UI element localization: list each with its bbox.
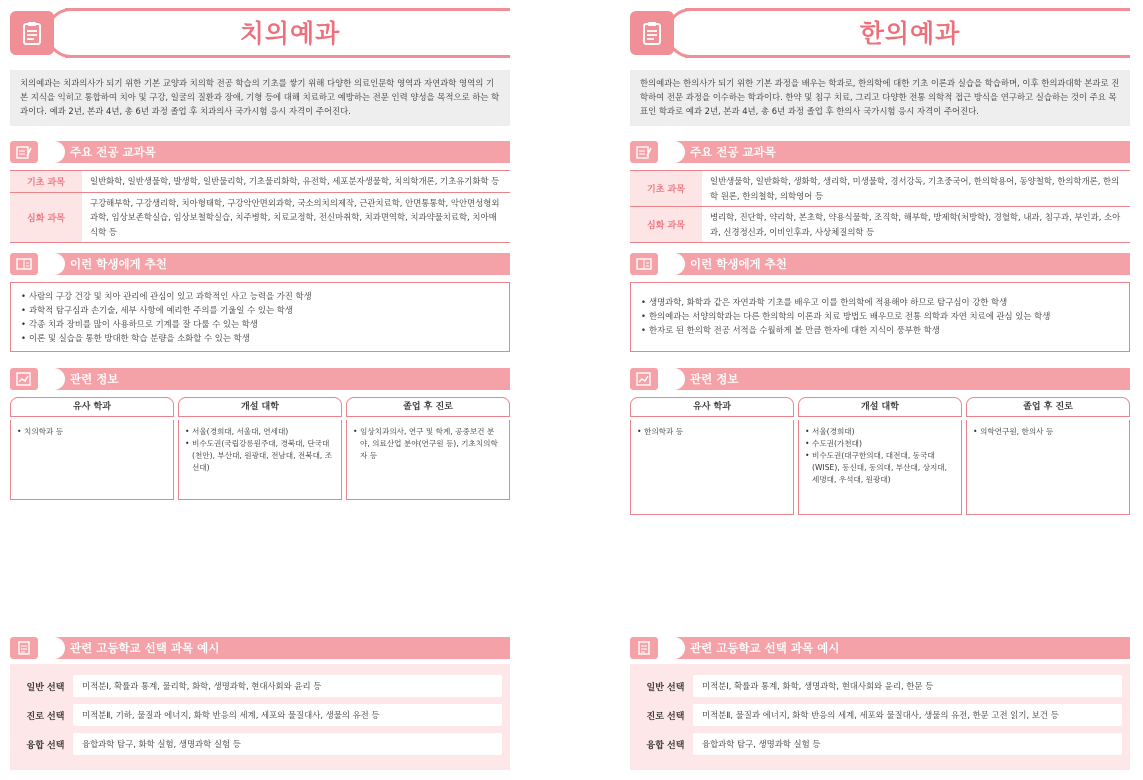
- hs-key: 일반 선택: [646, 682, 685, 693]
- column-header: 유사 학과: [10, 397, 174, 417]
- info-column: [10, 397, 174, 500]
- section-label: 관련 고등학교 선택 과목 예시: [70, 641, 220, 655]
- section-label: 관련 정보: [70, 372, 119, 386]
- info-columns: [10, 397, 510, 500]
- info-column: [346, 397, 510, 500]
- column-header: 개설 대학: [798, 397, 962, 417]
- table-row: [638, 732, 1122, 756]
- info-column: [630, 397, 794, 515]
- list-item: • 한의학과 등: [637, 426, 787, 438]
- checklist-icon: [10, 637, 38, 659]
- chart-doc-icon: [630, 368, 658, 390]
- book-icon: [630, 253, 658, 275]
- info-column: [966, 397, 1130, 515]
- intro-text: 치의예과는 치과의사가 되기 위한 기본 교양과 치의학 전공 학습의 기초를 쌓기 위해 다양한 의료인문학 영역과 자연과학 영역의 기본 지식을 익히고 통합하여 치아 및 구강, 일굴의 질환과 장애, 기형 등에 대해 치료하고 예방하는 전문 인력 양성을 목적으로 하는 학과이다. 예과 2년, 본과 4년, 총 6년 과정 졸업 후 치과의사 국가시험 응시 자격이 주어진다.: [10, 70, 510, 126]
- column-header: 졸업 후 진로: [346, 397, 510, 417]
- section-heading-recommend: [630, 253, 1130, 275]
- list-item: • 치의학과 등: [17, 426, 167, 438]
- course-key: 기초 과목: [10, 171, 82, 192]
- hs-key: 융합 선택: [26, 740, 65, 751]
- table-row: [10, 193, 510, 244]
- course-value: 일반화학, 일반생물학, 발생학, 일반물리학, 기초물리화학, 유전학, 세포분자생물학, 치의학개론, 기초유기화학 등: [90, 176, 500, 186]
- clipboard-icon: [10, 11, 54, 55]
- section-label: 주요 전공 교과목: [70, 145, 156, 159]
- info-column: [178, 397, 342, 500]
- chart-doc-icon: [10, 368, 38, 390]
- hs-key: 일반 선택: [26, 682, 65, 693]
- list-item: • 생명과학, 화학과 같은 자연과학 기초를 배우고 이를 한의학에 적용해야 하므로 탐구심이 강한 학생: [641, 295, 1119, 309]
- list-item: • 비수도권(대구한의대, 대전대, 동국대(WISE), 동신대, 동의대, 부산대, 상지대, 세명대, 우석대, 원광대): [805, 450, 955, 486]
- list-item: • 한의예과는 서양의학과는 다른 한의학의 이론과 치료 방법도 배우므로 전통 의학과 자연 치료에 관심 있는 학생: [641, 309, 1119, 323]
- hs-value: 융합과학 탐구, 화학 실험, 생명과학 실험 등: [73, 733, 502, 755]
- intro-text: 한의예과는 한의사가 되기 위한 기본 과정을 배우는 학과로, 한의학에 대한 기초 이론과 실습을 학습하며, 이후 한의과대학 본과로 진학하여 전문 과정을 이수하는 학과이다. 한약 및 침구 치료, 그리고 다양한 전통 의학적 접근 방식을 연구하고 실습하는 것이 주요 목표인 학과로 예과 2년, 본과 4년, 총 6년 과정 졸업 후 한의사 국가시험 응시 자격이 주어진다.: [630, 70, 1130, 126]
- table-row: [10, 171, 510, 193]
- recommend-list: [630, 282, 1130, 352]
- list-item: • 각종 치과 장비를 많이 사용하므로 기계를 잘 다룰 수 있는 학생: [21, 317, 499, 331]
- hs-key: 진로 선택: [26, 711, 65, 722]
- hs-key: 진로 선택: [646, 711, 685, 722]
- info-columns: [630, 397, 1130, 515]
- course-value: 구강해부학, 구강생리학, 치아형태학, 구강악안면외과학, 국소의치의제작, 근관치료학, 안면통통학, 악안면성형외과학, 임상보존학실습, 임상보철학실습, 치주병학, 치료교정학, 전신마취학, 치과면역학, 치과약물치료학, 치아매식학 등: [90, 197, 500, 237]
- column-body: [346, 420, 510, 500]
- course-value: 병리학, 진단학, 약리학, 본초학, 약용식물학, 조직학, 해부학, 방제학(처방학), 경혈학, 내과, 침구과, 부인과, 소아과, 신경정신과, 이비인후과, 사상체질의학 등: [710, 212, 1121, 237]
- course-key: 심화 과목: [10, 193, 82, 243]
- hs-value: 미적분Ⅰ, 확률과 통계, 물리학, 화학, 생명과학, 현대사회와 윤리 등: [73, 675, 502, 697]
- column-body: [178, 420, 342, 500]
- course-key: 기초 과목: [630, 171, 702, 206]
- book-icon: [10, 253, 38, 275]
- section-label: 주요 전공 교과목: [690, 145, 776, 159]
- page-title: 한의예과: [859, 19, 961, 48]
- section-label: 관련 정보: [690, 372, 739, 386]
- column-header: 유사 학과: [630, 397, 794, 417]
- table-row: [638, 674, 1122, 698]
- course-value: 일반생물학, 일반화학, 생화학, 생리학, 미생물학, 경서강독, 기초중국어, 한의학용어, 동양철학, 한의학개론, 한의학 원론, 한의철학, 의학영어 등: [710, 176, 1120, 201]
- list-item: • 수도권(가천대): [805, 438, 955, 450]
- hs-key: 융합 선택: [646, 740, 685, 751]
- list-item: • 서울(경희대): [805, 426, 955, 438]
- section-heading-courses: [10, 141, 510, 163]
- clipboard-icon: [630, 11, 674, 55]
- course-table: [630, 170, 1130, 243]
- section-heading-highschool: [10, 637, 510, 659]
- column-header: 졸업 후 진로: [966, 397, 1130, 417]
- section-label: 관련 고등학교 선택 과목 예시: [690, 641, 840, 655]
- section-label: 이런 학생에게 추천: [690, 257, 787, 271]
- column-body: [798, 420, 962, 515]
- page-right: [630, 0, 1130, 780]
- list-item: • 비수도권(국립강릉원주대, 경북대, 단국대(천안), 부산대, 원광대, 전남대, 전북대, 조선대): [185, 438, 335, 474]
- section-heading-info: [630, 368, 1130, 390]
- highschool-box: [630, 664, 1130, 770]
- table-row: [18, 703, 502, 727]
- column-body: [10, 420, 174, 500]
- notebook-pen-icon: [10, 141, 38, 163]
- column-body: [630, 420, 794, 515]
- list-item: • 이론 및 실습을 통한 방대한 학습 분량을 소화할 수 있는 학생: [21, 331, 499, 345]
- notebook-pen-icon: [630, 141, 658, 163]
- table-row: [630, 171, 1130, 207]
- list-item: • 한자로 된 한의학 전공 서적을 수월하게 볼 만큼 한자에 대한 지식이 풍부한 학생: [641, 323, 1119, 337]
- info-column: [798, 397, 962, 515]
- page-title: 치의예과: [239, 19, 341, 48]
- table-row: [18, 732, 502, 756]
- section-heading-highschool: [630, 637, 1130, 659]
- hs-value: 미적분Ⅱ, 기하, 물질과 에너지, 화학 반응의 세계, 세포와 물질대사, 생물의 유전 등: [73, 704, 502, 726]
- recommend-list: [10, 282, 510, 352]
- hs-value: 미적분Ⅱ, 물질과 에너지, 화학 반응의 세계, 세포와 물질대사, 생물의 유전, 한문 고전 읽기, 보건 등: [693, 704, 1122, 726]
- checklist-icon: [630, 637, 658, 659]
- list-item: • 과학적 탐구심과 손기술, 세부 사항에 예리한 주의를 기울일 수 있는 학생: [21, 303, 499, 317]
- section-heading-courses: [630, 141, 1130, 163]
- table-row: [638, 703, 1122, 727]
- course-key: 심화 과목: [630, 207, 702, 242]
- list-item: • 의학연구원, 한의사 등: [973, 426, 1123, 438]
- section-heading-recommend: [10, 253, 510, 275]
- course-table: [10, 170, 510, 243]
- title-banner: [630, 8, 1130, 58]
- section-label: 이런 학생에게 추천: [70, 257, 167, 271]
- list-item: • 임상치과의사, 연구 및 학계, 공중보건 분야, 의료산업 분야(연구원 등), 기초치의학자 등: [353, 426, 503, 462]
- column-header: 개설 대학: [178, 397, 342, 417]
- list-item: • 사람의 구강 건강 및 치아 관리에 관심이 있고 과학적인 사고 능력을 가진 학생: [21, 289, 499, 303]
- list-item: • 서울(경희대, 서울대, 연세대): [185, 426, 335, 438]
- table-row: [630, 207, 1130, 243]
- hs-value: 융합과학 탐구, 생명과학 실험 등: [693, 733, 1122, 755]
- title-banner: [10, 8, 510, 58]
- hs-value: 미적분Ⅰ, 확률과 통계, 화학, 생명과학, 현대사회와 윤리, 한문 등: [693, 675, 1122, 697]
- table-row: [18, 674, 502, 698]
- section-heading-info: [10, 368, 510, 390]
- column-body: [966, 420, 1130, 515]
- highschool-box: [10, 664, 510, 770]
- page-left: [10, 0, 510, 780]
